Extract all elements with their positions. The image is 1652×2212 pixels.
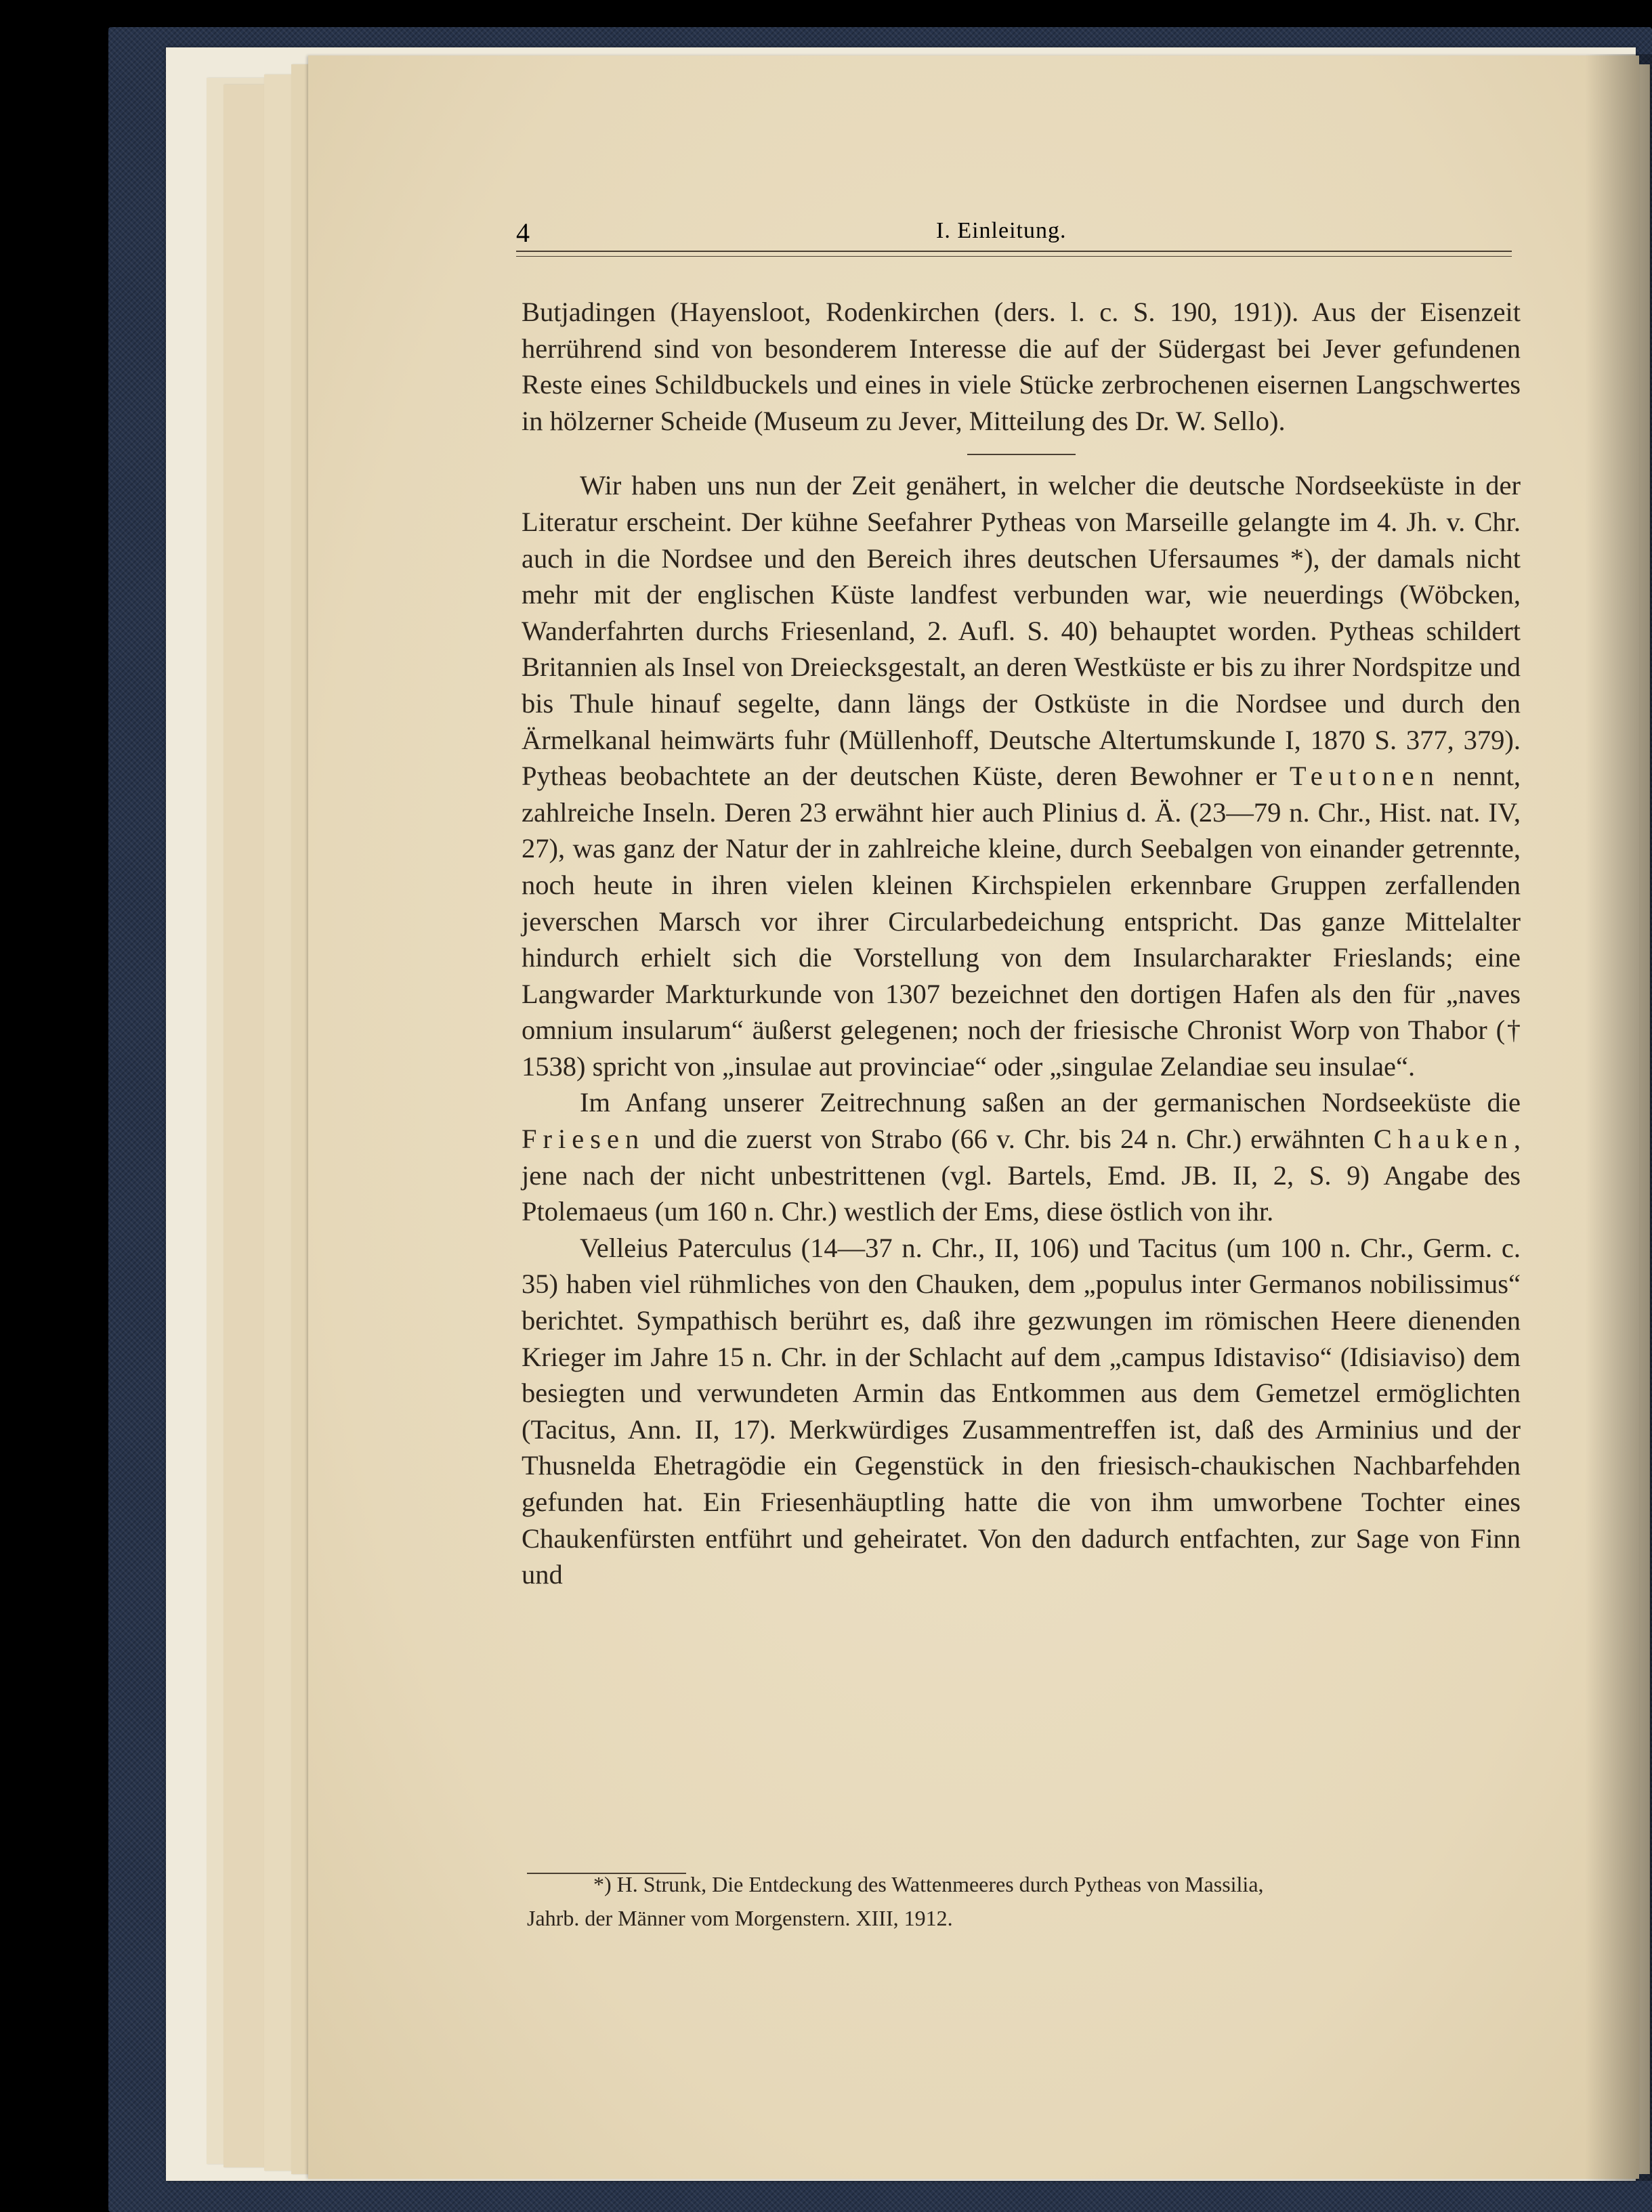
paragraph-text: Wir haben uns nun der Zeit genähert, in welcher die deutsche Nordseeküste in der Literatur erscheint. Der kühne Seefahrer Pytheas von Marseille gelangte im 4. Jh. v. Chr. auch in die Nordsee und den Bereich ihres deutschen Ufersaumes *), der damals nicht mehr mit der englischen Küste landfest verbunden war, wie neuerdings (Wöbcken, Wanderfahrten durchs Friesenland, 2. Aufl. S. 40) behauptet worden. Pytheas schildert Britannien als Insel von Dreiecksgestalt, an deren Westküste er bis zu ihrer Nordspitze und bis Thule hinauf segelte, dann längs der Ostküste in die Nordsee und durch den Ärmelkanal heimwärts fuhr (Müllenhoff, Deutsche Altertumskunde I, 1870 S. 377, 379). Pytheas beobachtete an der deutschen Küste, deren Bewohner er [522, 470, 1521, 792]
footnote-line: Jahrb. der Männer vom Morgenstern. XIII, 1912. [527, 1906, 953, 1930]
header-rule [516, 256, 1512, 257]
section-separator [967, 454, 1076, 455]
spaced-word: Teutonen [1289, 761, 1440, 792]
spaced-word: Friesen [522, 1124, 645, 1155]
paragraph [522, 467, 1521, 1084]
paragraph: Velleius Paterculus (14—37 n. Chr., II, 106) und Tacitus (um 100 n. Chr., Germ. c. 35) haben viel rühmliches von den Chauken, dem „populus inter Germanos nobilissimus“ berichtet. Sympathisch berührt es, daß ihre gezwungen im römischen Heere dienenden Krieger im Jahre 15 n. Chr. in der Schlacht auf dem „campus Idistaviso“ (Idisiaviso) dem besiegten und verwundeten Armin das Entkommen aus dem Gemetzel ermöglichten (Tacitus, Ann. II, 17). Merkwürdiges Zusammentreffen ist, daß des Arminius und der Thusnelda Ehetragödie ein Gegenstück in den friesisch-chaukischen Nachbarfehden gefunden hat. Ein Friesenhäuptling hatte die von ihm umworbene Tochter eines Chaukenfürsten entführt und geheiratet. Von den dadurch entfachten, zur Sage von Finn und [522, 1232, 1521, 1590]
paragraph-text: und die zuerst von Strabo (66 v. Chr. bis 24 n. Chr.) erwähnten [654, 1124, 1365, 1155]
body-text [522, 294, 1521, 1593]
paragraph-text: Im Anfang unserer Zeitrechnung saßen an der germanischen Nordseeküste die [580, 1087, 1521, 1118]
paragraph-text: , jene nach der nicht unbestrittenen (vgl. Bartels, Emd. JB. II, 2, S. 9) Angabe des Ptolemaeus (um 160 n. Chr.) westlich der Ems, diese östlich von ihr. [522, 1124, 1521, 1227]
page-number: 4 [516, 217, 530, 248]
spaced-word: Chauken [1373, 1124, 1514, 1155]
running-head: I. Einleitung. [936, 218, 1067, 243]
footnote-line: *) H. Strunk, Die Entdeckung des Wattenmeeres durch Pytheas von Massilia, [593, 1872, 1264, 1896]
paragraph-text: nennt, zahlreiche Inseln. Deren 23 erwähnt hier auch Plinius d. Ä. (23—79 n. Chr., Hist. nat. IV, 27), was ganz der Natur der in zahlreiche kleine, durch Seebalgen von einander getrennte, noch heute in ihren vielen kleinen Kirchspielen erkennbare Gruppen zerfallenden jeverschen Marsch vor ihrer Circularbedeichung entspricht. Das ganze Mittelalter hindurch erhielt sich die Vorstellung von dem Insularcharakter Frieslands; eine Langwarder Markturkunde von 1307 bezeichnet den dortigen Hafen als den für „naves omnium insularum“ äußerst gelegenen; noch der friesische Chronist Worp von Thabor († 1538) spricht von „insulae aut provinciae“ oder „singulae Zelandiae seu insulae“. [522, 761, 1521, 1082]
paragraph [522, 1084, 1521, 1229]
spine-shadow [1585, 54, 1652, 2181]
paragraph: Butjadingen (Hayensloot, Rodenkirchen (ders. l. c. S. 190, 191)). Aus der Eisenzeit herrührend sind von besonderem Interesse die auf der Südergast bei Jever gefundenen Reste eines Schildbuckels und eines in viele Stücke zerbrochenen eisernen Langschwertes in hölzerner Scheide (Museum zu Jever, Mitteilung des Dr. W. Sello). [522, 297, 1521, 436]
footnote [527, 1867, 1521, 1935]
header-rule [516, 251, 1512, 252]
